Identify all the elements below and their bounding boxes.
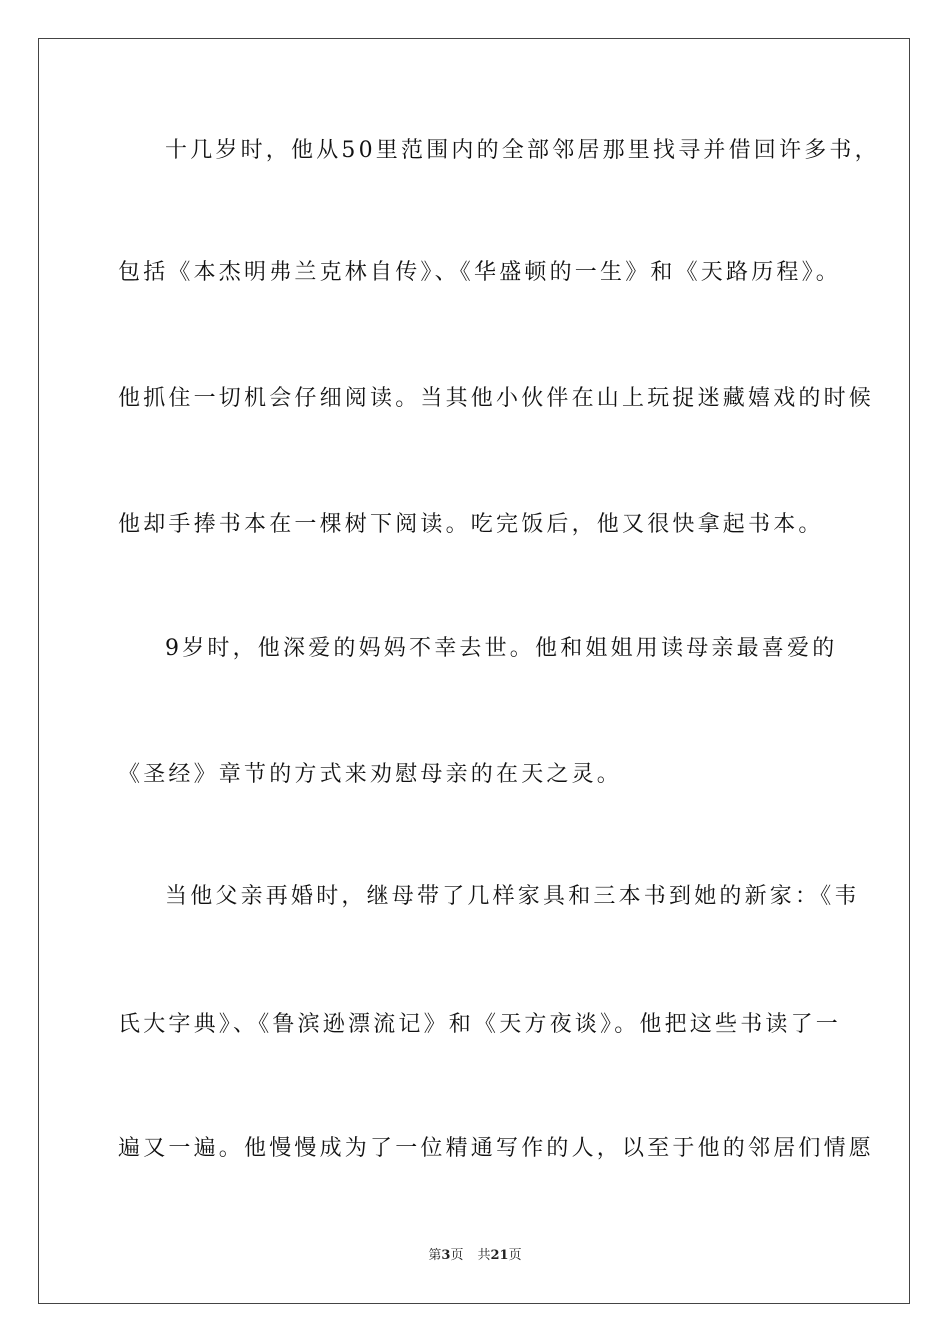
text-line-1: 十几岁时，他从50里范围内的全部邻居那里找寻并借回许多书，: [165, 138, 880, 163]
page-border: [38, 38, 910, 1304]
footer-total-prefix: 共: [477, 1248, 491, 1263]
text-line-6: 《圣经》章节的方式来劝慰母亲的在天之灵。: [118, 762, 623, 787]
text-line-3: 他抓住一切机会仔细阅读。当其他小伙伴在山上玩捉迷藏嬉戏的时候: [118, 386, 875, 411]
text-line-2: 包括《本杰明弗兰克林自传》、《华盛顿的一生》和《天路历程》。: [118, 260, 842, 285]
page-footer: [0, 1247, 950, 1265]
footer-page-prefix: 第: [428, 1248, 442, 1263]
footer-page-number: 3: [441, 1248, 451, 1263]
text-line-4: 他却手捧书本在一棵树下阅读。吃完饭后，他又很快拿起书本。: [118, 512, 824, 537]
text-line-9: 遍又一遍。他慢慢成为了一位精通写作的人，以至于他的邻居们情愿: [118, 1136, 875, 1161]
text-line-8: 氏大字典》、《鲁滨逊漂流记》和《天方夜谈》。他把这些书读了一: [118, 1012, 842, 1037]
text-line-5: 9岁时，他深爱的妈妈不幸去世。他和姐姐用读母亲最喜爱的: [165, 636, 838, 661]
footer-page-suffix: 页: [450, 1248, 464, 1263]
text-line-7: 当他父亲再婚时，继母带了几样家具和三本书到她的新家：《韦: [165, 884, 860, 909]
footer-total-pages: 21: [490, 1248, 509, 1263]
footer-total-suffix: 页: [508, 1248, 522, 1263]
